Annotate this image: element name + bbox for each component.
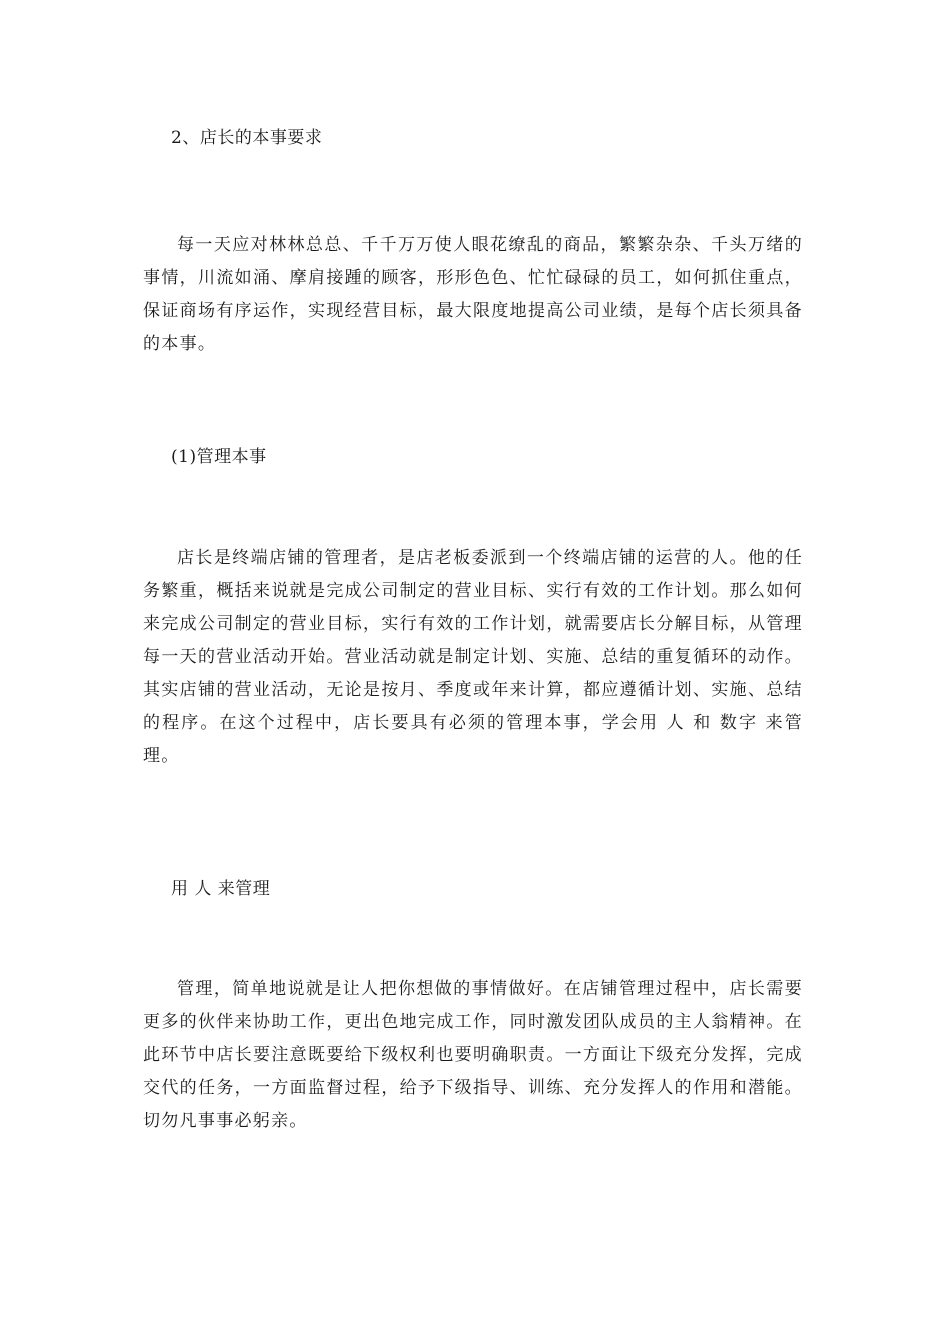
paragraph-management-ability: 店长是终端店铺的管理者，是店老板委派到一个终端店铺的运营的人。他的任务繁重，概括来说就是完成公司制定的营业目标、实行有效的工作计划。那么如何来完成公司制定的营业目标，实行有效的工作计划，就需要店长分解目标，从管理每一天的营业活动开始。营业活动就是制定计划、实施、总结的重复循环的动作。其实店铺的营业活动，无论是按月、季度或年来计算，都应遵循计划、实施、总结的程序。在这个过程中，店长要具有必须的管理本事，学会用 人 和 数字 来管理。 bbox=[143, 548, 803, 766]
paragraph-abilities-intro: 每一天应对林林总总、千千万万使人眼花缭乱的商品，繁繁杂杂、千头万绪的事情，川流如涌、摩肩接踵的顾客，形形色色、忙忙碌碌的员工，如何抓住重点，保证商场有序运作，实现经营目标，最大限度地提高公司业绩，是每个店长须具备的本事。 bbox=[143, 235, 803, 354]
paragraph-manage-by-people: 管理，简单地说就是让人把你想做的事情做好。在店铺管理过程中，店长需要更多的伙伴来协助工作，更出色地完成工作，同时激发团队成员的主人翁精神。在此环节中店长要注意既要给下级权利也要明确职责。一方面让下级充分发挥，完成交代的任务，一方面监督过程，给予下级指导、训练、充分发挥人的作用和潜能。切勿凡事事必躬亲。 bbox=[143, 979, 803, 1131]
subheading-management-ability: (1)管理本事 bbox=[171, 447, 267, 467]
subheading-manage-by-people: 用 人 来管理 bbox=[171, 879, 271, 899]
section-heading-abilities: 2、店长的本事要求 bbox=[171, 128, 323, 148]
